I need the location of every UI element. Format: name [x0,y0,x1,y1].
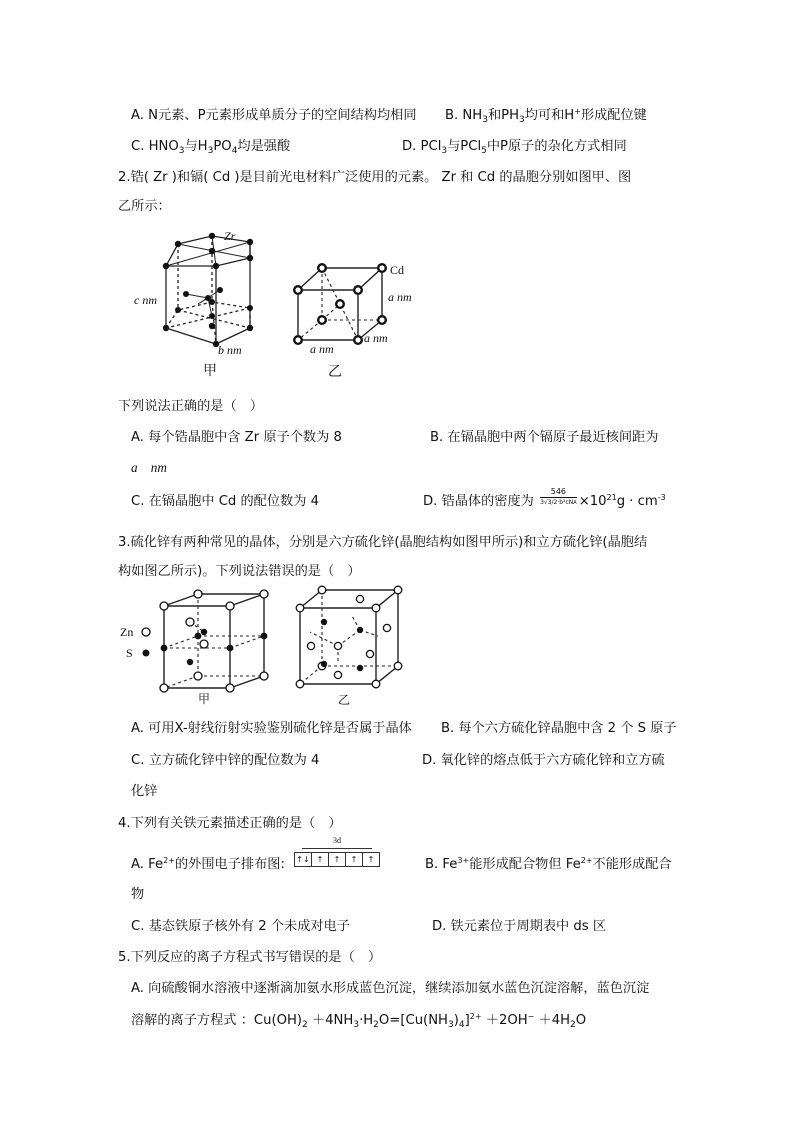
q3-option-b: B. 每个六方硫化锌晶胞中含 2 个 S 原子 [441,721,677,736]
q4-option-b-cont: 物 [131,887,145,902]
orbital-box: ↑ [363,852,380,867]
q1-option-b: B. $NH_3$和$PH_3$均可和H+形成配位键 [445,107,647,125]
q2-option-d: D. 锆晶体的密度为 546 3√3/2·b²cNA $\times 10^{21}g \cdot cm^{-3}$ [423,486,666,509]
a-nm-label-right: a nm [388,290,412,304]
q4-option-a: A. $Fe^{2+}$的外围电子排布图: [131,856,285,872]
q5-stem: 5.下列反应的离子方程式书写错误的是（ ） [118,950,382,965]
a-nm-label-edge: a nm [364,331,388,345]
q2-option-b: B. 在镉晶胞中两个镉原子最近核间距为 [430,430,659,445]
fig3-jia-caption: 甲 [198,692,211,706]
density-fraction: 546 3√3/2·b²cNA [540,486,577,506]
legend-zn-label: Zn [120,625,134,639]
q2-option-c: C. 在镉晶胞中 Cd 的配位数为 4 [131,494,320,509]
q3-option-a: A. 可用X-射线衍射实验鉴别硫化锌是否属于晶体 [131,721,412,736]
q3-option-d-cont: 化锌 [131,784,158,799]
zr-label: Zr [224,229,236,243]
q5-option-a-line2: 溶解的离子方程式 ：$Cu(OH)_2 +4NH_3\cdot H_2O=[Cu(NH_3)_4]^{2+} +2OH^- +4H_2O$ [131,1012,587,1030]
zr-hexagonal-cell-figure [128,222,278,382]
q2-stem-line2: 乙所示： [118,199,171,214]
q5-option-a-line1: A. 向硫酸铜水溶液中逐渐滴加氨水形成蓝色沉淀，继续添加氨水蓝色沉淀溶解，蓝色沉淀 [131,981,650,996]
q2-option-b-cont: a nm [131,460,167,475]
q1-option-a: A. N元素、P元素形成单质分子的空间结构均相同 [131,108,417,123]
q4-option-c: C. 基态铁原子核外有 2 个未成对电子 [131,919,350,934]
q2-stem-line1: 2.锆( Zr )和镉( Cd )是目前光电材料广泛使用的元素。 Zr 和 Cd 的晶胞分别如图甲、图 [118,170,632,185]
orbital-box: ↑ [346,852,363,867]
fig-jia-caption: 甲 [203,364,217,379]
q4-option-b: B. $Fe^{3+}$能形成配合物但 $Fe^{2+}$不能形成配合 [425,856,672,872]
b-nm-label: b nm [218,343,242,357]
q2-question: 下列说法正确的是（ ） [118,399,264,414]
hexagonal-zns-cell-figure [154,586,274,708]
q4-option-d: D. 铁元素位于周期表中 ds 区 [432,919,607,934]
q3-option-d: D. 氧化锌的熔点低于六方硫化锌和立方硫 [422,753,665,768]
orbital-box: ↑ [329,852,346,867]
q3-stem-line1: 3.硫化锌有两种常见的晶体，分别是六方硫化锌(晶胞结构如图甲所示)和立方硫化锌(晶胞结 [118,535,648,550]
orbital-3d-label: 3d [302,836,372,849]
q1-option-d: D. PCl$_3$与PCl$_5$中P原子的杂化方式相同 [402,139,627,156]
cd-cubic-cell-figure [286,256,426,384]
fig-yi-caption: 乙 [328,365,342,380]
fig3-yi-caption: 乙 [338,693,351,707]
orbital-box: ↑ [312,852,329,867]
q3-stem-line2: 构如图乙所示)。下列说法错误的是（ ） [118,564,361,579]
q1-option-c: C. $HNO_3$与$H_3PO_4$均是强酸 [131,139,291,156]
a-nm-label-bottom: a nm [310,342,334,356]
q3-option-c: C. 立方硫化锌中锌的配位数为 4 [131,753,320,768]
cubic-zns-cell-figure [290,584,410,710]
q2-option-a: A. 每个锆晶胞中含 Zr 原子个数为 8 [131,430,342,445]
q4-stem: 4.下列有关铁元素描述正确的是（ ） [118,816,342,831]
orbital-box: ↑↓ [294,852,312,867]
zns-legend [118,622,158,662]
fe-orbital-diagram [294,836,384,867]
legend-s-label: S [126,646,133,660]
c-nm-label: c nm [134,293,157,307]
cd-label: Cd [390,263,405,277]
